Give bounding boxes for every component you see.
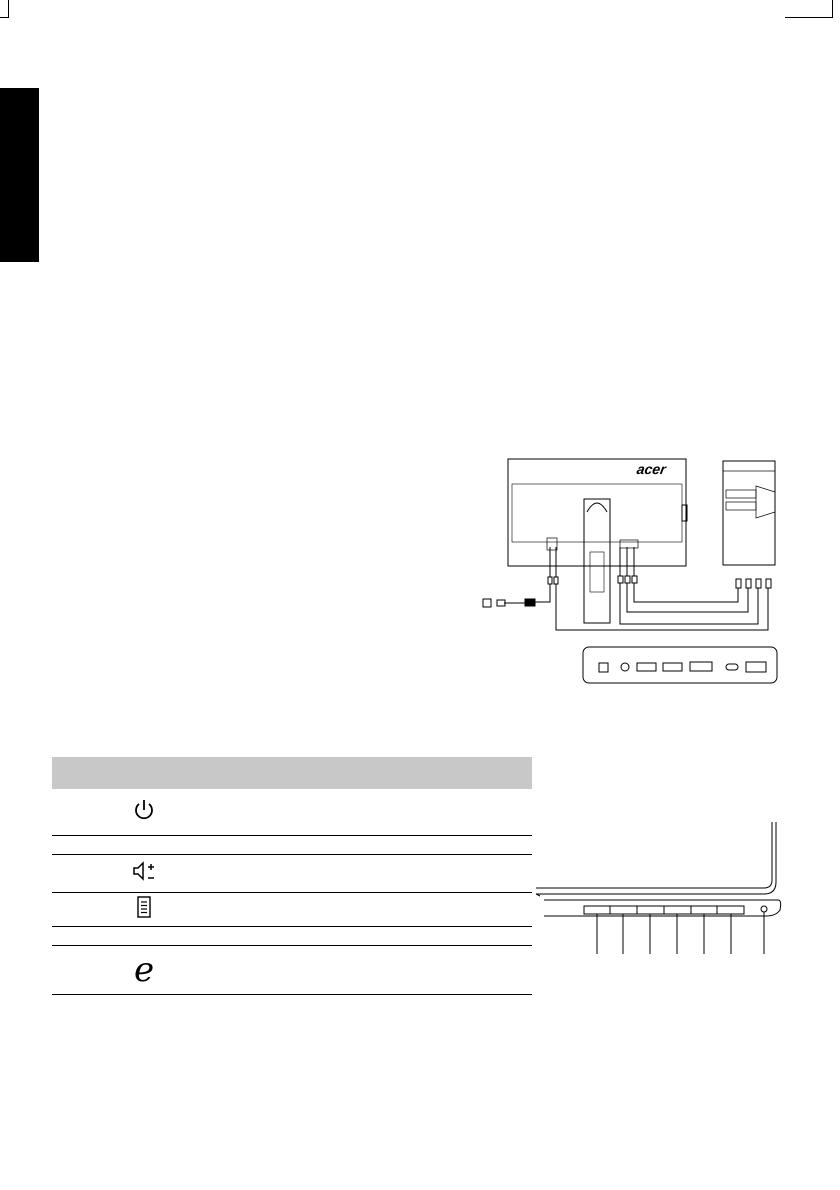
empowering-key-icon: e <box>133 950 155 990</box>
hdmi-port-2 <box>663 663 682 671</box>
table-row <box>52 893 532 927</box>
crop-mark <box>0 17 9 18</box>
connection-diagram <box>470 452 790 692</box>
table-header <box>52 757 532 789</box>
table-header-cell <box>52 757 532 789</box>
side-language-tab <box>0 88 39 262</box>
headphone-port <box>621 663 629 671</box>
port-panel <box>583 647 777 683</box>
controls-table <box>52 757 532 995</box>
crop-mark <box>8 0 9 18</box>
table-row <box>52 789 532 836</box>
crop-mark <box>832 0 833 18</box>
crop-mark <box>785 17 833 18</box>
table-row <box>52 946 532 995</box>
dc-in-port <box>599 663 608 672</box>
monitor-stand <box>584 499 610 623</box>
hdmi-port-1 <box>637 663 656 671</box>
table-row <box>52 927 532 946</box>
bezel-buttons-diagram <box>536 820 786 960</box>
brand-logo: acer <box>635 461 668 477</box>
usb-c-port <box>726 664 738 670</box>
desktop-tower <box>723 461 775 565</box>
power-icon <box>133 798 155 822</box>
menu-icon <box>136 896 152 918</box>
displayport-port <box>690 662 712 671</box>
table-row <box>52 836 532 855</box>
usb-a-port <box>746 662 766 672</box>
table-row <box>52 855 532 893</box>
volume-icon <box>132 859 156 883</box>
